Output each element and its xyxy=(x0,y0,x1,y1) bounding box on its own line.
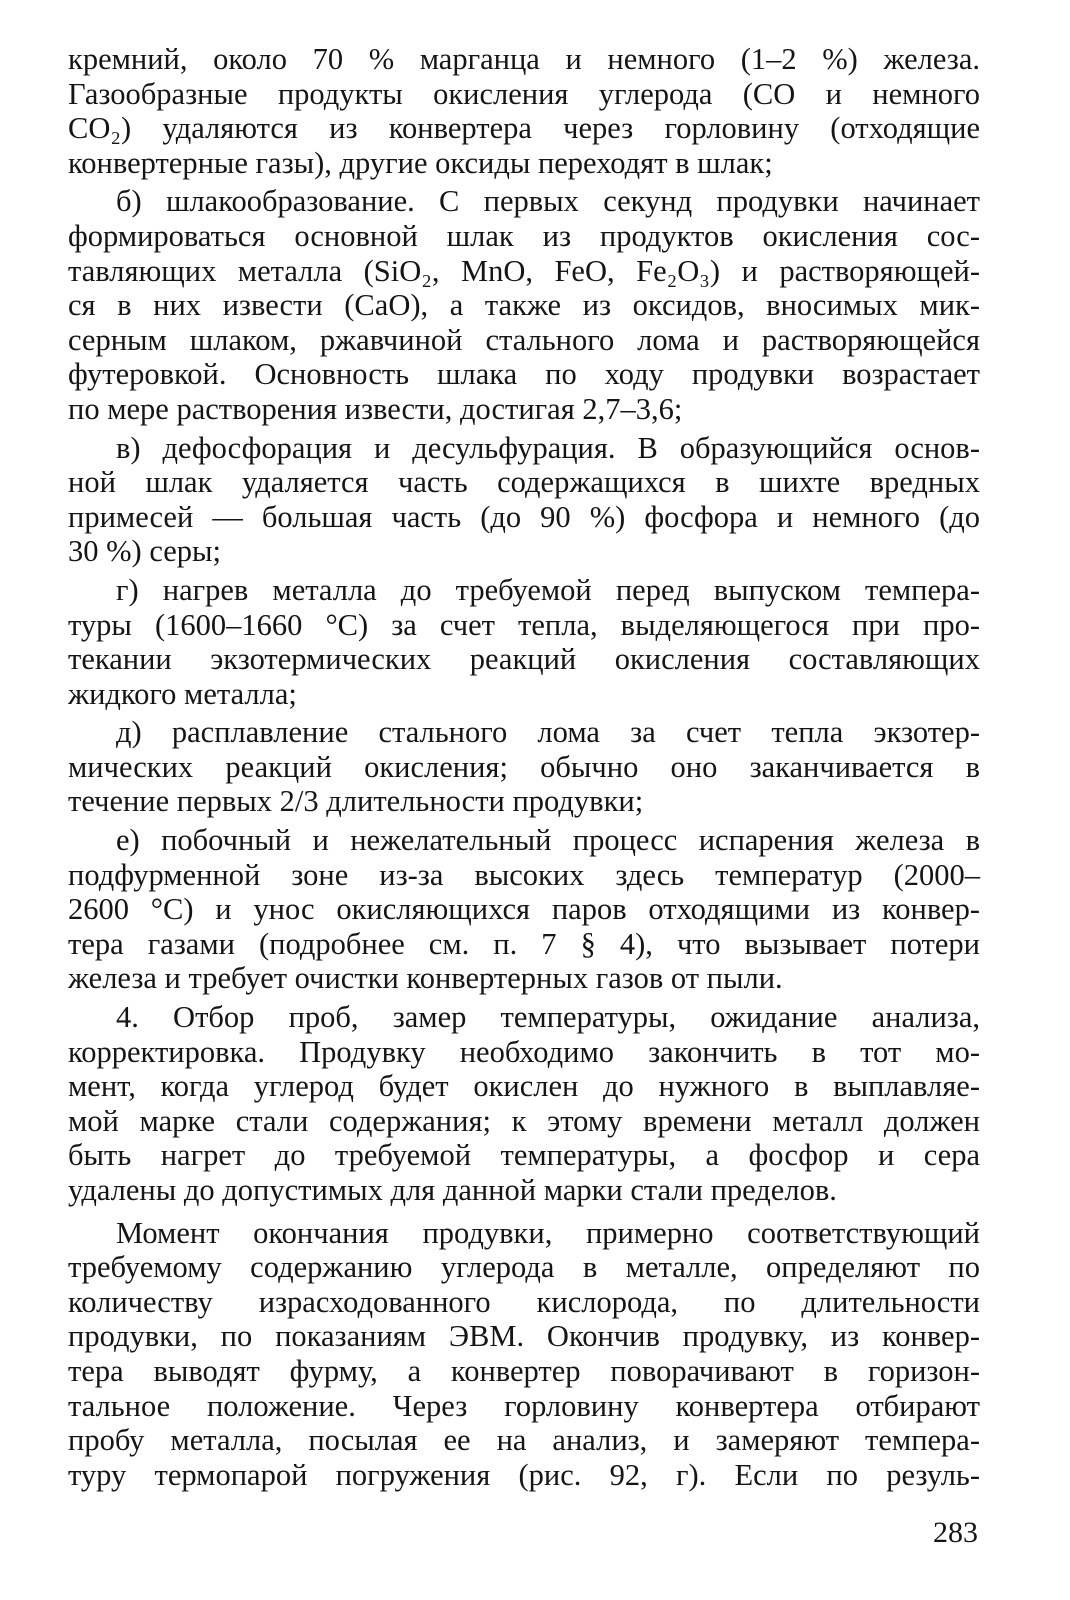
paragraph-iron-evaporation xyxy=(68,823,980,996)
paragraph-intro xyxy=(68,42,980,180)
page-number: 283 xyxy=(933,1516,978,1549)
text-line: жидкого металла; xyxy=(68,676,297,711)
paragraph-blow-end xyxy=(68,1216,980,1493)
text-line: примесей — большая часть (до 90 %) фосфора и немного (до xyxy=(68,499,980,534)
text-line: железа и требует очистки конвертерных газов от пыли. xyxy=(68,961,783,996)
text-line: е) побочный и нежелательный процесс испарения железа в xyxy=(116,823,980,858)
text-line: туру термопарой погружения (рис. 92, г). Если по резуль- xyxy=(68,1457,980,1492)
text-line: б) шлакообразование. С первых секунд продувки начинает xyxy=(116,184,980,219)
paragraph-metal-heating xyxy=(68,573,980,711)
text-line: СО₂) удаляются из конвертера через горловину (отходящие xyxy=(68,111,980,146)
text-line: ся в них извести (СаО), а также из оксидов, вносимых мик- xyxy=(68,288,980,323)
text-line: быть нагрет до требуемой температуры, а фосфор и сера xyxy=(68,1138,980,1173)
text-line: кремний, около 70 % марганца и немного (1–2 %) железа. xyxy=(68,42,980,76)
text-line: конвертерные газы), другие оксиды переходят в шлак; xyxy=(68,145,773,180)
text-line: тавляющих металла (SiO₂, MnO, FeO, Fe₂O₃) и растворяющей- xyxy=(68,253,980,288)
text-line: по мере растворения извести, достигая 2,7–3,6; xyxy=(68,391,683,426)
text-line: 4. Отбор проб, замер температуры, ожидание анализа, xyxy=(116,1000,980,1035)
paragraph-dephosphorization xyxy=(68,431,980,569)
text-line: Момент окончания продувки, примерно соответствующий xyxy=(116,1215,980,1250)
paragraph-scrap-melting xyxy=(68,715,980,819)
text-line: количеству израсходованного кислорода, по длительности xyxy=(68,1284,980,1319)
text-line: в) дефосфорация и десульфурация. В образующийся основ- xyxy=(116,430,980,465)
paragraph-slag-formation xyxy=(68,184,980,426)
text-line: футеровкой. Основность шлака по ходу продувки возрастает xyxy=(68,357,980,392)
text-line: д) расплавление стального лома за счет тепла экзотер- xyxy=(116,715,980,750)
book-page xyxy=(68,42,980,1496)
text-line: тальное положение. Через горловину конвертера отбирают xyxy=(68,1388,980,1423)
text-line: тера выводят фурму, а конвертер поворачивают в горизон- xyxy=(68,1353,980,1388)
text-line: мент, когда углерод будет окислен до нужного в выплавляе- xyxy=(68,1069,980,1104)
text-line: серным шлаком, ржавчиной стального лома и растворяющейся xyxy=(68,322,980,357)
text-line: г) нагрев металла до требуемой перед выпуском темпера- xyxy=(116,572,980,607)
text-line: мой марке стали содержания; к этому времени металл должен xyxy=(68,1103,980,1138)
text-line: Газообразные продукты окисления углерода (СО и немного xyxy=(68,76,980,111)
text-line: 2600 °С) и унос окисляющихся паров отходящими из конвер- xyxy=(68,892,980,927)
text-line: ной шлак удаляется часть содержащихся в шихте вредных xyxy=(68,465,980,500)
text-line: корректировка. Продувку необходимо закончить в тот мо- xyxy=(68,1034,980,1069)
text-line: туры (1600–1660 °С) за счет тепла, выделяющегося при про- xyxy=(68,607,980,642)
text-line: подфурменной зоне из-за высоких здесь температур (2000– xyxy=(68,857,980,892)
text-line: 30 %) серы; xyxy=(68,534,221,569)
text-line: тера газами (подробнее см. п. 7 § 4), что вызывает потери xyxy=(68,926,980,961)
paragraph-sampling xyxy=(68,1000,980,1208)
text-line: требуемому содержанию углерода в металле, определяют по xyxy=(68,1250,980,1285)
text-line: продувки, по показаниям ЭВМ. Окончив продувку, из конвер- xyxy=(68,1319,980,1354)
text-line: удалены до допустимых для данной марки стали пределов. xyxy=(68,1173,837,1207)
text-line: текании экзотермических реакций окисления составляющих xyxy=(68,642,980,677)
text-line: формироваться основной шлак из продуктов окисления сос- xyxy=(68,218,980,253)
text-line: мических реакций окисления; обычно оно заканчивается в xyxy=(68,749,980,784)
text-line: пробу металла, посылая ее на анализ, и замеряют темпера- xyxy=(68,1423,980,1458)
text-line: течение первых 2/3 длительности продувки; xyxy=(68,784,644,819)
